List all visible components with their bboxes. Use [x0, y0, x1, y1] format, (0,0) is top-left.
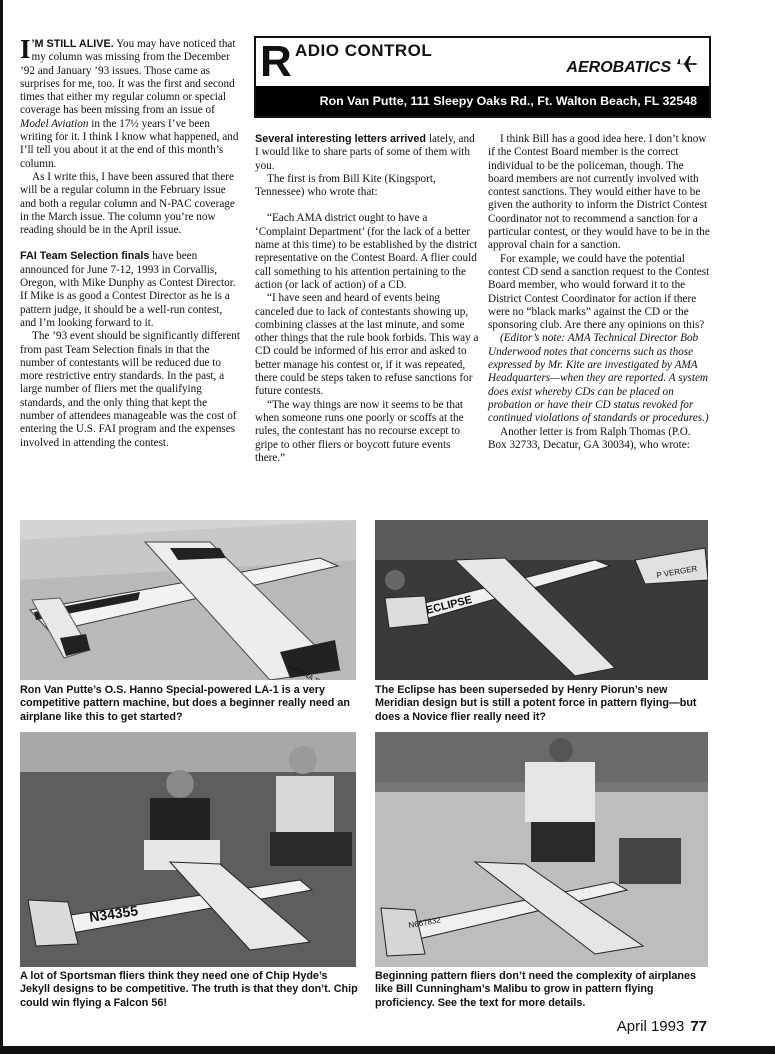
text-column-1	[20, 34, 240, 450]
lead-in: ’M STILL ALIVE.	[31, 38, 114, 50]
text-column-3	[488, 133, 710, 452]
photo-caption: Beginning pattern fliers don’t need the complexity of airplanes like Bill Cunningham’s Malibu to grow in pattern flying proficiency. See the text for more details.	[375, 970, 696, 1009]
paragraph-text: You may have noticed that my column was missing from the December ’92 and January ’93 issues. Those came as surprises for me, too. It was the first and second times that either my regular column or special coverage has been missing from an issue of	[20, 38, 236, 117]
tail-lettering: P VERGER	[655, 563, 698, 580]
page-number: 77	[690, 1018, 707, 1035]
paragraph: I think Bill has a good idea here. I don’t know if the Contest Board member is the correct individual to be the policeman, though. The board members are not currently involved with contest sanctions. They would either have to be given the authority to inform the District Contest Coordinator not to recommend a sanction for a particular contest, or they would have to be in the approval chain for a sanction.	[488, 133, 710, 252]
paragraph: Another letter is from Ralph Thomas (P.O. Box 32733, Decatur, GA 30034), who wrote:	[488, 425, 691, 451]
issue-date: April 1993	[616, 1018, 685, 1035]
paragraph: “I have seen and heard of events being canceled due to lack of contestants showing up, combining classes at the last minute, and some other things that the rule book forbids. This way a CD could be informed of his error and asked to better manage his contest or, if it was repeated, there could be steps taken to refuse sanctions for future contests.	[255, 292, 479, 398]
photo-caption: Ron Van Putte’s O.S. Hanno Special-powered LA-1 is a very competitive pattern machine, but does a beginner really need an airplane like this to get started?	[20, 684, 350, 723]
header-title: ADIO CONTROL	[295, 41, 433, 60]
page-footer	[617, 1018, 707, 1035]
drop-cap: I	[20, 34, 31, 64]
lead-in: Several interesting letters arrived	[255, 133, 427, 145]
photo-caption: A lot of Sportsman fliers think they need one of Chip Hyde’s Jekyll designs to be competitive. The truth is that they don’t. Chip could win flying a Falcon 56!	[20, 970, 358, 1009]
scan-border-bottom	[0, 1046, 775, 1054]
paragraph-text: have been announced for June 7-12, 1993 in Corvallis, Oregon, with Mike Dunphy as Contest Director. If Mike is as good a Contest Director as he is a pattern judge, it should be a well-run contest, and I’m looking forward to it.	[20, 250, 236, 329]
registration-number: N667832	[407, 915, 442, 930]
photo-jekyll-fliers	[20, 732, 356, 967]
paragraph: The first is from Bill Kite (Kingsport, Tennessee) who wrote that:	[255, 172, 436, 199]
column-header	[254, 36, 711, 118]
header-initial: R	[260, 37, 292, 86]
paragraph: “Each AMA district ought to have a ‘Complaint Department’ (for the lack of a better name at this time) to be established by the district representative on the Contest Board. A flier could call something to his attention pertaining to the action (or lack of action) of a CD.	[255, 212, 478, 291]
scan-border-left	[0, 0, 3, 1054]
magazine-title: Model Aviation	[20, 117, 89, 130]
photo-malibu-airplane	[375, 732, 708, 967]
lead-in: FAI Team Selection finals	[20, 250, 150, 263]
text-column-2	[255, 133, 480, 465]
paragraph: “The way things are now it seems to be that when someone runs one poorly or scoffs at the rules, the contestant has no recourse except to gripe to other fliers or boycott future events there.”	[255, 398, 464, 464]
editor-note: (Editor’s note: AMA Technical Director Bob Underwood notes that concerns such as those expressed by Mr. Kite are investigated by AMA Headquarters—when they are reported. A system does exist whereby CDs can be placed on probation or have their CD status revoked for continued violations of standards or procedures.)	[488, 332, 709, 425]
photo-caption: The Eclipse has been superseded by Henry Piorun’s new Meridian design but is still a potent force in pattern flying—but does a Novice flier really need it?	[375, 684, 697, 723]
header-subtitle: AEROBATICS	[566, 59, 671, 76]
paragraph	[255, 133, 480, 173]
photo-eclipse-airplane	[375, 520, 708, 680]
registration-number: N34355	[88, 902, 139, 925]
paragraph: For example, we could have the potential contest CD send a sanction request to the Contest Board member, who would forward it to the District Contest Coordinator for action if there were no “black marks” against the CD or the sponsoring club. Are there any opinions on this?	[488, 252, 710, 332]
photo-la1-airplane	[20, 520, 356, 680]
paragraph	[20, 250, 240, 330]
airplane-icon	[675, 54, 699, 74]
paragraph-text: in the 17½ years I’ve been writing for it. I think I know what happened, and I’ll tell you about it at the end of this month’s column.	[20, 117, 239, 170]
paragraph-text: lately, and I would like to share parts of some of them with you.	[255, 133, 475, 172]
header-byline: Ron Van Putte, 111 Sleepy Oaks Rd., Ft. Walton Beach, FL 32548	[256, 86, 709, 116]
paragraph: As I write this, I have been assured that there will be a regular column in the February issue and both a regular column and N-PAC coverage in the March issue. The column you’re now reading should be in the April issue.	[20, 170, 235, 237]
paragraph: The ’93 event should be significantly different from past Team Selection finals in that the number of contestants will be reduced due to more restrictive entry standards. In the past, a large number of fliers met the qualifying standards, and the only thing that kept the number of attendees manageable was the cost of entering the U.S. FAI program and the expenses involved in attending the contest.	[20, 330, 240, 449]
wing-lettering: ECLIPSE	[424, 593, 474, 617]
paragraph	[20, 34, 240, 171]
